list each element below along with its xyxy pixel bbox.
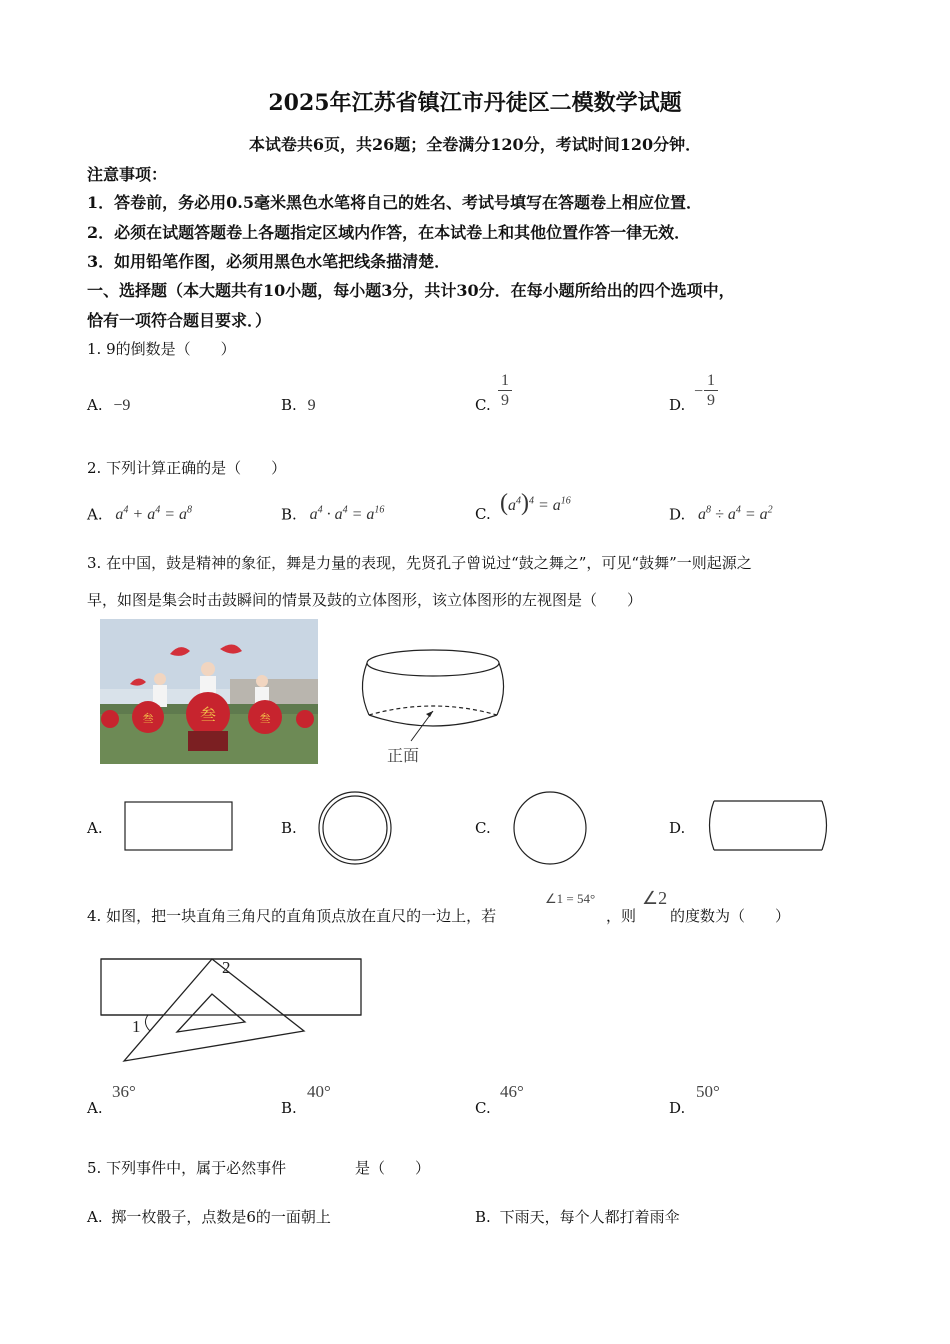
front-label: 正面 [387, 746, 420, 765]
angle-label-2: 2 [222, 958, 231, 977]
q3-option-a-rectangle[interactable] [124, 801, 234, 852]
q4-option-b[interactable]: 40° [307, 1082, 331, 1101]
angle-2-symbol: ∠2 [642, 888, 668, 908]
q4-option-a-label[interactable]: A. [87, 1099, 103, 1117]
q3-option-b-double-circle[interactable] [317, 790, 393, 866]
q2-option-b[interactable] [281, 505, 384, 524]
section-heading-cont: 恰有一项符合题目要求．） [87, 311, 272, 330]
formula: $a^4 + a^4 = a^8$ [115, 505, 192, 524]
q1-option-c[interactable] [475, 396, 491, 414]
q1-option-c-fraction [498, 372, 512, 411]
formula: $a^8 \div a^4 = a^2$ [698, 505, 773, 524]
drum-character: 叁 [142, 712, 154, 725]
q2-option-c[interactable] [475, 505, 491, 523]
q1-option-b[interactable] [281, 396, 316, 415]
q2-option-a[interactable] [87, 505, 192, 524]
q1-option-d-fraction [694, 372, 718, 411]
option-label: D. [669, 396, 686, 414]
drum-character: 叁 [199, 705, 217, 724]
section-heading: 一、选择题（本大题共有10小题，每小题3分，共计30分．在每小题所给出的四个选项中， [87, 281, 735, 300]
q3-option-c-circle[interactable] [512, 790, 588, 866]
question-3-stem-cont: 早，如图是集会时击鼓瞬间的情景及鼓的立体图形，该立体图形的左视图是（ ） [87, 591, 643, 609]
q4-option-a[interactable]: 36° [112, 1082, 136, 1101]
q1-option-d[interactable] [669, 396, 685, 414]
numerator: 1 [704, 372, 718, 391]
q5-option-a[interactable] [87, 1206, 331, 1227]
q3-option-b-label[interactable]: B. [281, 819, 297, 837]
option-label: A. [87, 396, 103, 414]
option-label: C. [475, 505, 491, 523]
option-label: D. [669, 505, 686, 524]
q5-option-b[interactable] [475, 1206, 680, 1227]
note-item: 1．答卷前，务必用0.5毫米黑色水笔将自己的姓名、考试号填写在答题卷上相应位置． [87, 193, 702, 212]
option-value: −9 [113, 397, 131, 414]
question-3-stem: 3. 在中国，鼓是精神的象征，舞是力量的表现，先贤孔子曾说过“鼓之舞之”，可见“鼓舞”一则起源之 [87, 554, 752, 572]
exam-info: 本试卷共6页，共26题；全卷满分120分，考试时间120分钟． [248, 135, 702, 154]
option-text: 掷一枚骰子，点数是6的一面朝上 [111, 1208, 331, 1226]
denominator: 9 [707, 392, 716, 409]
option-label: A. [87, 1208, 103, 1226]
formula: $(a^4)^4 = a^{16}$ [500, 490, 571, 516]
question-4-stem-tail: 的度数为（ ） [670, 907, 791, 925]
formula: $a^4 \cdot a^4 = a^{16}$ [309, 505, 385, 524]
question-1-stem: 1. 9的倒数是（ ） [87, 340, 236, 358]
q3-option-a-label[interactable]: A. [87, 819, 103, 837]
option-label: B. [475, 1208, 491, 1226]
q3-option-d-barrel[interactable] [705, 799, 831, 853]
notes-heading: 注意事项： [87, 165, 168, 184]
drum-performance-photo [100, 619, 318, 764]
q4-option-d[interactable]: 50° [696, 1082, 720, 1101]
question-5-stem: 5. 下列事件中，属于必然事件 [87, 1159, 287, 1177]
note-item: 3．如用铅笔作图，必须用黑色水笔把线条描清楚． [87, 252, 451, 271]
question-5-stem-tail: 是（ ） [355, 1159, 431, 1177]
option-label: A. [87, 505, 103, 524]
page-title: 2025年江苏省镇江市丹徒区二模数学试题 [268, 90, 682, 116]
note-item: 2．必须在试题答题卷上各题指定区域内作答，在本试卷上和其他位置作答一律无效． [87, 223, 691, 242]
minus-sign: − [694, 382, 704, 400]
option-label: C. [475, 396, 491, 414]
option-value: 9 [307, 397, 316, 414]
q2-option-d[interactable] [669, 505, 773, 524]
angle-label-1: 1 [132, 1017, 141, 1036]
question-2-stem: 2. 下列计算正确的是（ ） [87, 459, 287, 477]
drum-3d-figure [355, 645, 515, 770]
q4-option-d-label[interactable]: D. [669, 1099, 686, 1117]
option-text: 下雨天，每个人都打着雨伞 [499, 1208, 680, 1226]
question-4-stem-mid: ，则 [606, 907, 637, 925]
ruler-triangle-figure [98, 955, 366, 1065]
option-label: B. [281, 396, 297, 414]
question-4-stem: 4. 如图，把一块直角三角尺的直角顶点放在直尺的一边上，若 [87, 907, 497, 925]
numerator: 1 [498, 372, 512, 391]
denominator: 9 [501, 392, 509, 409]
angle-1-value: ∠1 = 54° [545, 891, 596, 906]
q4-option-b-label[interactable]: B. [281, 1099, 297, 1117]
q3-option-c-label[interactable]: C. [475, 819, 491, 837]
q1-option-a[interactable] [87, 396, 130, 415]
option-label: B. [281, 505, 297, 524]
q4-option-c[interactable]: 46° [500, 1082, 524, 1101]
q3-option-d-label[interactable]: D. [669, 819, 686, 837]
q4-option-c-label[interactable]: C. [475, 1099, 491, 1117]
drum-character: 叁 [259, 712, 271, 725]
